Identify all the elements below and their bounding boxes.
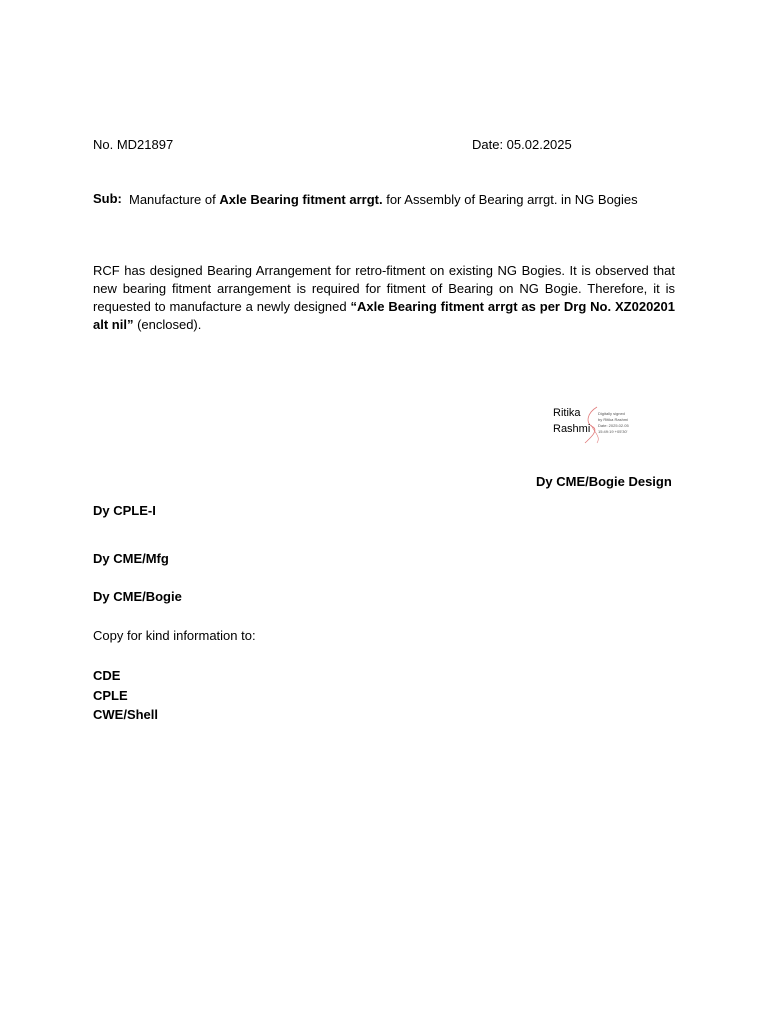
signer-first-name: Ritika <box>553 407 581 419</box>
subject-text-bold: Axle Bearing fitment arrgt. <box>219 192 383 207</box>
signer-last-name: Rashmi <box>553 423 591 435</box>
body-part1: RCF has designed Bearing Arrangement for retro-fitment on existing NG Bogies. It is observed that new bearing fitment arrangement is required for fitment of Bearing on NG Bogie. Therefore, it is requested to manufacture a newly designed <box>93 263 675 314</box>
cc-list <box>93 666 158 725</box>
letter-date: Date: 05.02.2025 <box>472 137 572 152</box>
signature-line-1: Digitally signed <box>598 411 625 416</box>
subject-text-part1: Manufacture of <box>129 192 220 207</box>
body-paragraph <box>93 262 675 334</box>
cc-item: CDE <box>93 668 121 683</box>
cc-item: CWE/Shell <box>93 707 159 722</box>
body-part2: (enclosed). <box>133 317 202 332</box>
signer-name <box>553 405 590 437</box>
signature-line-3: Date: 2025.02.05 <box>598 423 629 428</box>
subject-text <box>129 191 675 209</box>
signature-line-2: by Ritika Rashmi <box>598 417 629 422</box>
recipient: Dy CME/Mfg <box>93 551 169 566</box>
reference-number: No. MD21897 <box>93 137 174 152</box>
signature-line-4: 15:49:19 +05'30' <box>598 429 628 434</box>
cc-item: CPLE <box>93 687 128 703</box>
subject-text-part2: for Assembly of Bearing arrgt. in NG Bogies <box>382 192 638 207</box>
signer-designation: Dy CME/Bogie Design <box>536 474 672 489</box>
recipient: Dy CME/Bogie <box>93 589 182 604</box>
copy-note: Copy for kind information to: <box>93 628 256 643</box>
recipient: Dy CPLE-I <box>93 503 156 518</box>
digital-signature <box>553 405 643 445</box>
body-bold: “Axle Bearing fitment arrgt as per Drg No. XZ020201 alt nil” <box>93 299 675 332</box>
subject-label: Sub: <box>93 191 122 206</box>
signature-details <box>598 411 646 435</box>
